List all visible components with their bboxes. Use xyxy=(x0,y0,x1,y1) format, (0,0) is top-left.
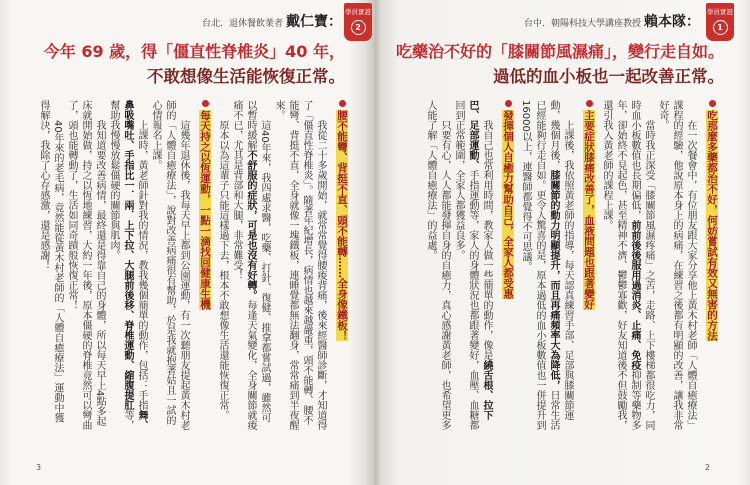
section-heading-text: 主要症狀膝痛改善了，血液問題也跟著變好 xyxy=(583,110,595,310)
badge-label: 學員實證 xyxy=(707,8,733,16)
headline-line-2: 不敢想像生活能恢復正常。 xyxy=(147,67,345,86)
paragraph xyxy=(423,100,451,432)
paragraph-text: 上課後，我依照黃老師的指導，每天認真練習手部、足部與膝關節運動，幾個月後， xyxy=(548,100,573,420)
paragraph-text: 在一次餐會中，有位朋友跟大家分享他上黃木村老師「人體自癒療法」課程的經驗，他說原本身上的病痛，在練習之後都有明顯的改善，讓我非常好奇。 xyxy=(657,100,696,430)
emphasis-text: 膝關節的動力明顯提升，而且再痛頻率大為降低， xyxy=(548,170,559,390)
paragraph xyxy=(106,100,148,432)
headline xyxy=(44,0,345,88)
badge-number: 1 xyxy=(713,20,728,35)
paragraph-text: 只要有心，人人都能發揮自身的自癒力，真心感謝黃老師，也希望更多人能了解「人體自癒療法」的益處。 xyxy=(425,100,450,430)
page-number: 2 xyxy=(704,463,710,472)
paragraph-text: 我從二十多歲開始，就常常覺得腰痠背痛，後來經醫師診斷，才知道得了「僵直性脊椎炎」。隨著年紀增長，病情也越來越嚴重，頭不能轉、腰不能彎、背挺不直，全身就像一塊鐵板，連睡覺都無法翻身，常常痛到半夜醒來。 xyxy=(273,100,326,430)
paragraph xyxy=(271,100,327,432)
paragraph-text: 40年來的老毛病，竟然能從黃木村老師的「人體自癒療法」運動中獲得解決，我除了心存感激，還是感謝！ xyxy=(38,100,63,423)
bullet-dot-icon xyxy=(505,100,512,107)
paragraph xyxy=(655,100,697,432)
paragraph-text: 抑制等藥物多年，卻始終不見起色，甚至精神不濟、鬱鬱寡歡，好友知道後不但鼓勵我，還引我入黃老師的課程上課。 xyxy=(601,100,640,430)
article-body xyxy=(400,100,722,432)
paragraph-text: 我自己也常利用時間，教家人做一些簡單的動作，像是 xyxy=(481,120,492,360)
paragraph-text: 原本以為這輩子只能這樣過下去，根本不敢想像生活還能恢復正常。 xyxy=(217,120,228,420)
section-heading-text: 發揮個人自癒力幫助自己，全家人都受惠 xyxy=(502,110,514,299)
paragraph-text: 每逢天氣變化，全身關節就痠痛不已，尤其是背部和大腿，非常難受！ xyxy=(231,100,256,430)
emphasis-text: 不舒服的症狀，可是也沒有好轉。 xyxy=(245,150,256,300)
bullet-dot-icon xyxy=(339,100,346,107)
bullet-dot-icon xyxy=(202,100,209,107)
section-heading-text: 每天持之以恆運動，一點一滴找回健康生機 xyxy=(199,110,211,310)
paragraph-text: 等，幫助我慢慢放鬆僵硬的關節與肌肉。 xyxy=(108,100,133,430)
paragraph-text: 手指運動等，家人的身體狀況也都跟著變好，血壓、血糖都回到正常範圍，全家人都獲益良多。 xyxy=(453,100,478,430)
paragraph xyxy=(148,100,190,432)
section-heading-text: 吃那麼多藥都治不好，何妨嘗試有效又無害的方法 xyxy=(706,110,718,341)
author-name: 戴仁寶： xyxy=(286,14,342,30)
testimonial-badge xyxy=(344,3,372,41)
section-heading xyxy=(704,100,720,432)
paragraph xyxy=(599,100,655,432)
headline-line-1: 吃藥治不好的「膝關節風濕痛」，變行走自如。 xyxy=(395,42,724,61)
author-subtitle: 台北．退休餐飲業者 xyxy=(201,19,283,29)
paragraph-text: 這幾年退休後，我每天早上都到公園運動，有一次聽朋友提起黃木村老師的「人體自癒療法」，說對改善病痛很有幫助，於是我就抱著姑且一試的心情報名上課。 xyxy=(150,100,189,430)
page-number: 3 xyxy=(36,463,42,472)
author-subtitle: 台中．朝陽科技大學講座教授 xyxy=(523,19,641,29)
paragraph xyxy=(36,100,64,432)
paragraph-text: 上課時，黃老師針對我的情況，教我幾個簡單的動作，包括：手指 xyxy=(136,120,147,410)
paragraph xyxy=(215,100,229,432)
paragraph xyxy=(451,100,493,432)
emphasis-text: 前前後後服用過消炎、止痛、免疫 xyxy=(629,220,640,370)
headline-line-1: 今年 69 歲，得「僵直性脊椎炎」40 年， xyxy=(43,42,345,61)
section-heading xyxy=(197,100,213,432)
paragraph xyxy=(229,100,271,432)
badge-label: 學員實證 xyxy=(345,8,371,16)
author-name: 賴本隊： xyxy=(644,14,700,30)
paragraph xyxy=(64,100,106,432)
paragraph-text: 當時我正深受「膝關節風濕疼痛」之苦，走路、上下樓梯都很吃力，同時血小板數值也長期偏低， xyxy=(629,100,654,430)
headline xyxy=(396,0,724,88)
article-body xyxy=(30,100,352,432)
emphasis-text: 繞舌根、拉下巴、足部運動、 xyxy=(467,100,492,420)
bullet-dot-icon xyxy=(586,100,593,107)
paragraph-text: 我知道要改善病情，最終還是得靠自己的身體，所以每天早上4點多起床就開始做，持之以恆地練習，大約一年後，原本僵硬的脊椎竟然可以彎曲了，頭也能轉動了，生活如同奇蹟般恢復正常！ xyxy=(66,100,105,430)
emphasis-text: 舞、鼻吸嘴吐、手指比一．兩．上下拉、大腿前後移、脊椎運動、縮腹提肛 xyxy=(122,100,147,430)
paragraph-text: 這40年來，我四處求醫，吃藥、打針、復健、推拿都嘗試過，雖然可以暫時緩解 xyxy=(245,100,270,423)
paragraph xyxy=(518,100,574,432)
bullet-dot-icon xyxy=(709,100,716,107)
section-heading-text: 腰不能彎、背挺不直、頭不能轉……全身像鐵板！ xyxy=(336,110,348,341)
section-heading xyxy=(500,100,516,432)
badge-number: 2 xyxy=(351,20,366,35)
section-heading xyxy=(581,100,597,432)
paragraph-text: 日常生活已經能夠行走自如。更令人驚喜的是，原本過低的血小板數值也一併提升到16000以上，連醫師都覺得不可思議。 xyxy=(520,100,559,430)
section-heading xyxy=(334,100,350,432)
headline-line-2: 過低的血小板也一起改善正常。 xyxy=(493,67,724,86)
right-page xyxy=(375,0,750,485)
